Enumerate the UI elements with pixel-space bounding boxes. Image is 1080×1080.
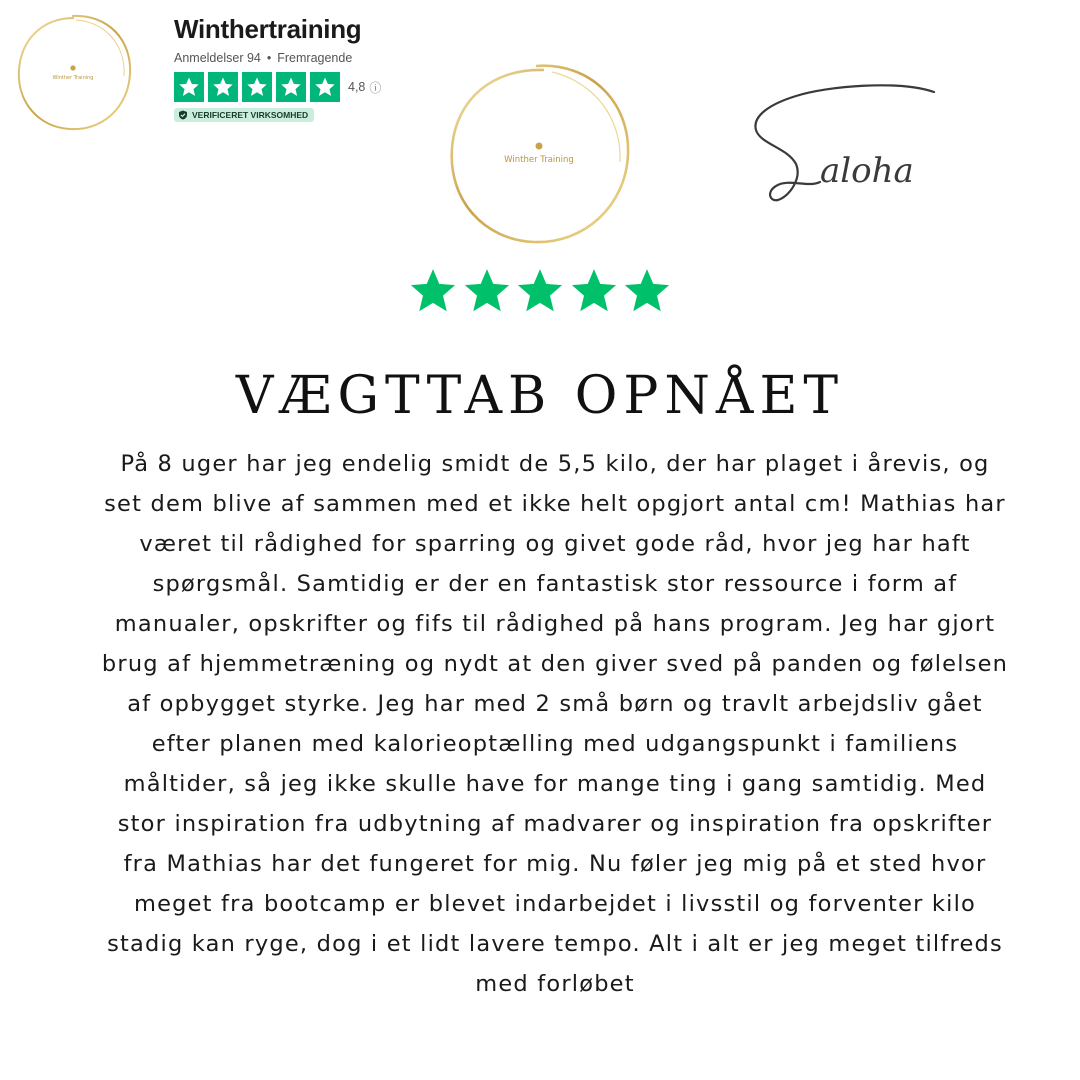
trustpilot-star-icon [276,72,306,102]
headline: VÆGTTAB OPNÅET [235,366,845,426]
star-icon [408,266,458,316]
winther-training-logo-small [12,10,134,134]
star-icon [622,266,672,316]
company-name: Winthertraining [174,14,362,44]
verified-badge [174,108,314,122]
rating-stars [408,266,672,320]
trustpilot-widget [174,14,414,124]
logo-text-small: Winther Training [52,75,94,81]
verified-label: VERIFICERET VIRKSOMHED [192,110,309,120]
signature-text: aloha [820,151,914,191]
trustpilot-star-icon [310,72,340,102]
trustpilot-score: 4,8 [348,80,366,94]
review-meta [174,50,414,66]
trustpilot-stars [174,72,414,102]
separator-dot: • [266,51,272,65]
reviews-count: Anmeldelser 94 [174,51,261,65]
signature-saloha [748,78,938,216]
winther-training-logo [444,58,634,248]
trustpilot-star-icon [174,72,204,102]
star-icon [462,266,512,316]
info-icon[interactable]: ⓘ [369,80,382,95]
review-text: På 8 uger har jeg endelig smidt de 5,5 kilo, der har plaget i årevis, og set dem blive af sammen med et ikke helt opgjort antal cm! Mathias har været til rådighed for sparring og givet gode råd, hvor jeg har haft spørgsmål. Samtidig er der en fantastisk stor ressource i form af manualer, opskrifter og fifs til rådighed på hans program. Jeg har gjort brug af hjemmetræning og nydt at den giver sved på panden og følelsen af opbygget styrke. Jeg har med 2 små børn og travlt arbejdsliv gået efter planen med kalorieoptælling med udgangspunkt i familiens måltider, så jeg ikke skulle have for mange ting i gang samtidig. Med stor inspiration fra udbytning af madvarer og inspiration fra opskrifter fra Mathias har det fungeret for mig. Nu føler jeg mig på et sted hvor meget fra bootcamp er blevet indarbejdet i livsstil og forventer kilo stadig kan ryge, dog i et lidt lavere tempo. Alt i alt er jeg meget tilfreds med forløbet [101,451,1009,997]
rating-word: Fremragende [277,51,353,65]
logo-text: Winther Training [504,155,574,165]
star-icon [569,266,619,316]
shield-check-icon [178,110,188,120]
star-icon [515,266,565,316]
trustpilot-star-icon [208,72,238,102]
trustpilot-star-icon [242,72,272,102]
